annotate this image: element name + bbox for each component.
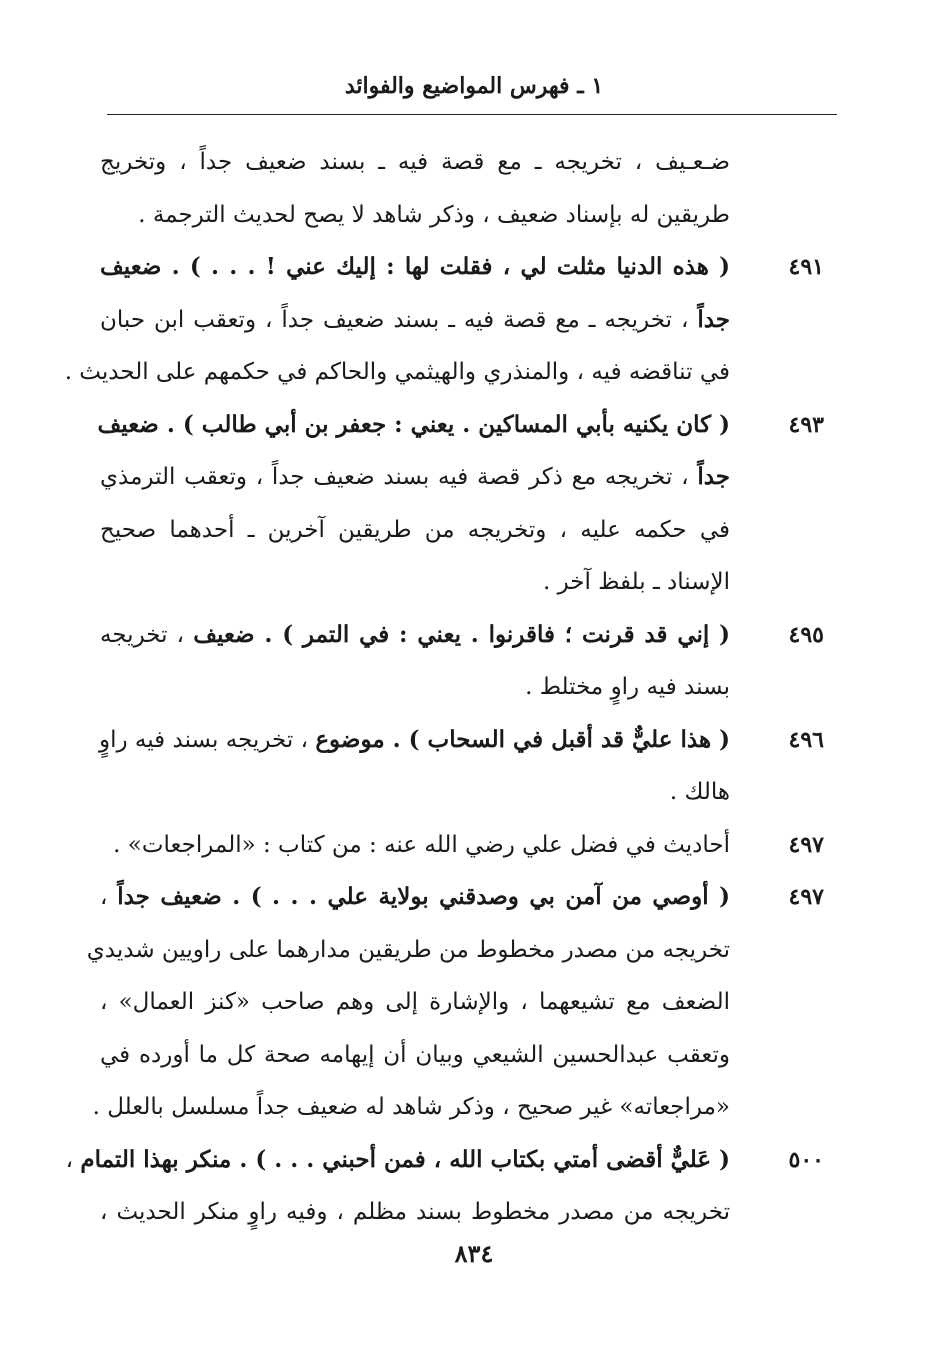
entry-text bbox=[64, 346, 730, 399]
running-head: ١ ـ فهرس المواضيع والفوائد bbox=[344, 73, 604, 99]
index-line bbox=[100, 1186, 838, 1239]
hadith-title: ( كان يكنيه بأبي المساكين . يعني : جعفر بن أبي طالب ) . ضعيف bbox=[97, 410, 730, 438]
entry-description: بسند فيه راوٍ مختلط . bbox=[525, 674, 730, 700]
index-line bbox=[100, 294, 838, 347]
hadith-title: ( هذه الدنيا مثلت لي ، فقلت لها : إليك عني ! . . . ) . ضعيف bbox=[100, 253, 730, 280]
index-line bbox=[100, 819, 838, 872]
entry-text bbox=[100, 294, 730, 347]
hadith-title: جداً bbox=[697, 305, 730, 333]
entry-text bbox=[100, 241, 730, 294]
entry-description: ، تخريجه مع ذكر قصة فيه بسند ضعيف جداً ، وتعقب الترمذي bbox=[100, 464, 698, 490]
index-line bbox=[100, 136, 838, 189]
entry-text bbox=[100, 766, 730, 819]
index-line bbox=[100, 189, 838, 242]
entry-description: ، تخريجه بسند فيه راوٍ bbox=[99, 726, 316, 753]
page-number: ٨٣٤ bbox=[454, 1239, 494, 1268]
entry-text bbox=[100, 976, 730, 1029]
hadith-title: جداً bbox=[697, 463, 730, 490]
entry-description: ، تخريجه ـ مع قصة فيه ـ بسند ضعيف جداً ، وتعقب ابن حبان bbox=[100, 306, 698, 333]
entry-description: ، bbox=[65, 1146, 81, 1173]
entry-number: ٤٩٧ bbox=[788, 884, 824, 910]
entry-number: ٥٠٠ bbox=[788, 1146, 824, 1173]
entry-text bbox=[100, 714, 730, 767]
entry-description: في تناقضه فيه ، والمنذري والهيثمي والحاكم في حكمهم على الحديث . bbox=[64, 359, 730, 385]
entry-text bbox=[100, 451, 730, 504]
entry-description: هالك . bbox=[669, 779, 730, 805]
entry-description: ضـعـيف ، تخريجه ـ مع قصة فيه ـ بسند ضعيف جداً ، وتخريج bbox=[100, 149, 730, 175]
entry-description: ، bbox=[100, 884, 118, 910]
index-line bbox=[92, 1081, 838, 1134]
index-entries bbox=[64, 136, 838, 1239]
index-line bbox=[100, 556, 838, 609]
entry-text bbox=[100, 504, 730, 557]
entry-number: ٤٩١ bbox=[788, 254, 824, 280]
index-line bbox=[100, 871, 838, 924]
entry-text bbox=[100, 556, 730, 609]
entry-number: ٤٩٥ bbox=[788, 621, 824, 648]
entry-description: وتعقب عبدالحسين الشيعي وبيان أن إيهامه صحة كل ما أورده في bbox=[100, 1041, 730, 1068]
index-line bbox=[100, 1029, 838, 1082]
entry-number: ٤٩٦ bbox=[788, 726, 824, 753]
index-line bbox=[86, 924, 838, 977]
entry-text bbox=[100, 136, 730, 189]
index-line bbox=[97, 399, 838, 452]
index-line bbox=[100, 451, 838, 504]
entry-description: طريقين له بإسناد ضعيف ، وذكر شاهد لا يصح لحديث الترجمة . bbox=[138, 201, 730, 228]
entry-text bbox=[100, 609, 730, 662]
index-line bbox=[64, 346, 838, 399]
index-line bbox=[100, 661, 838, 714]
entry-number: ٤٩٣ bbox=[788, 411, 824, 438]
hadith-title: ( عَليٌّ أقضى أمتي بكتاب الله ، فمن أحبني . . . ) . منكر بهذا التمام bbox=[80, 1145, 730, 1173]
entry-text bbox=[65, 1134, 730, 1187]
entry-text bbox=[100, 819, 730, 872]
hadith-title: ( هذا عليٌّ قد أقبل في السحاب ) . موضوع bbox=[315, 725, 730, 753]
hadith-title: ( أوصي من آمن بي وصدقني بولاية علي . . . ) . ضعيف جداً bbox=[117, 883, 730, 910]
entry-description: في حكمه عليه ، وتخريجه من طريقين آخرين ـ أحدهما صحيح bbox=[100, 516, 730, 543]
entry-text bbox=[100, 871, 730, 924]
entry-description: «مراجعاته» غير صحيح ، وذكر شاهد له ضعيف جداً مسلسل بالعلل . bbox=[92, 1094, 730, 1120]
entry-description: الإسناد ـ بلفظ آخر . bbox=[542, 569, 730, 595]
entry-text bbox=[100, 189, 730, 242]
entry-description: أحاديث في فضل علي رضي الله عنه : من كتاب : «المراجعات» . bbox=[113, 831, 730, 858]
index-line bbox=[65, 1134, 838, 1187]
index-line bbox=[100, 241, 838, 294]
entry-text bbox=[92, 1081, 730, 1134]
entry-description: الضعف مع تشيعهما ، والإشارة إلى وهم صاحب «كنز العمال» ، bbox=[100, 989, 730, 1015]
index-line bbox=[100, 504, 838, 557]
entry-number: ٤٩٧ bbox=[788, 831, 824, 858]
entry-text bbox=[97, 399, 730, 452]
index-line bbox=[100, 609, 838, 662]
index-line bbox=[100, 714, 838, 767]
entry-text bbox=[100, 661, 730, 714]
index-line bbox=[100, 976, 838, 1029]
hadith-title: ( إني قد قرنت ؛ فاقرنوا . يعني : في التمر ) . ضعيف bbox=[193, 620, 730, 648]
index-line bbox=[100, 766, 838, 819]
header-rule bbox=[107, 114, 837, 115]
entry-description: ، تخريجه bbox=[100, 621, 194, 648]
entry-description: تخريجه من مصدر مخطوط بسند مظلم ، وفيه راوٍ منكر الحديث ، bbox=[100, 1199, 730, 1225]
entry-description: تخريجه من مصدر مخطوط من طريقين مدارهما على راويين شديدي bbox=[86, 936, 730, 963]
entry-text bbox=[86, 924, 730, 977]
entry-text bbox=[100, 1029, 730, 1082]
entry-text bbox=[100, 1186, 730, 1239]
